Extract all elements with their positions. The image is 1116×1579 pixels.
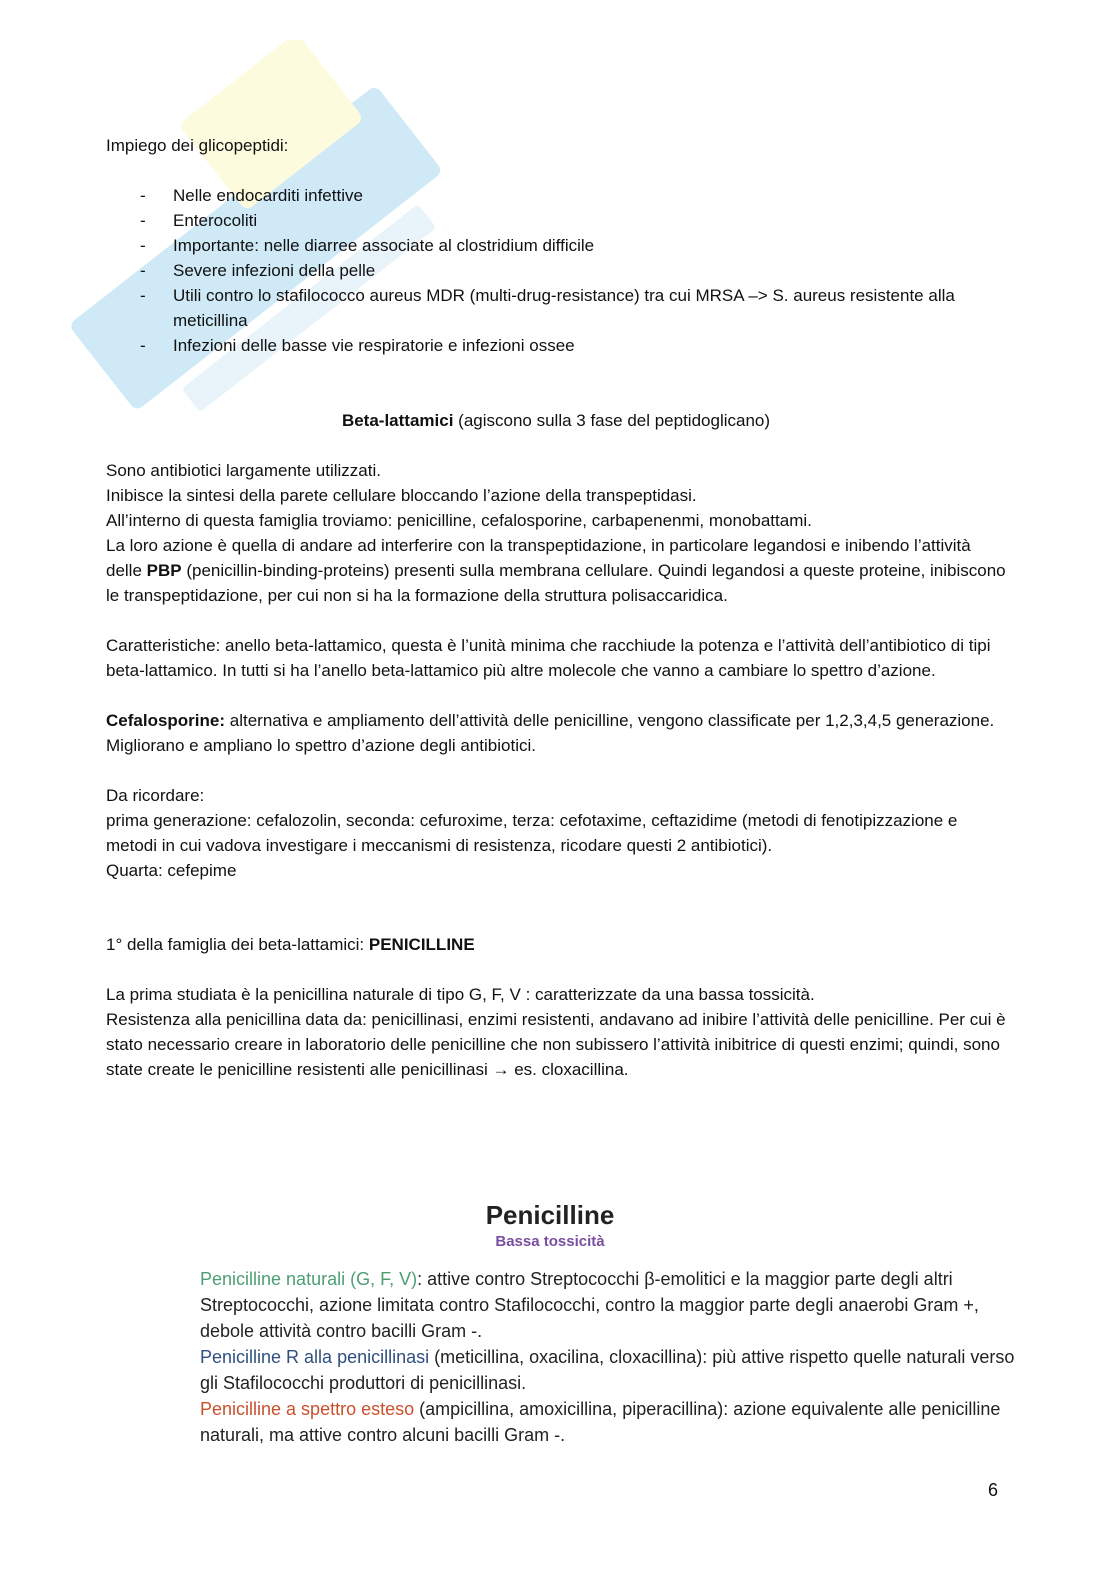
list-item: - Enterocoliti (106, 208, 1006, 233)
esteso-label: Penicilline a spettro esteso (200, 1399, 415, 1419)
text-run: es. cloxacillina. (509, 1060, 629, 1079)
caratteristiche-paragraph: Caratteristiche: anello beta-lattamico, questa è l’unità minima che racchiude la potenza e l’attività dell’antibiotico di tipi beta-lattamico. In tutti si ha l’anello beta-lattamico più altre molecole che vanno a cambiare lo spettro d’azione. (106, 636, 991, 680)
ricordare-heading: Da ricordare: (106, 786, 205, 805)
text-run: (penicillin-binding-proteins) presenti sulla membrana cellulare. Quindi legandosi a queste proteine, inibiscono le transpeptidazione, per cui non si ha la formazione della struttura polisaccaridica. (106, 561, 1006, 605)
text-run: 1° della famiglia dei beta-lattamici: (106, 935, 369, 954)
document-body (106, 133, 1006, 1082)
beta-pbp-paragraph (106, 533, 1006, 608)
cefalosporine-paragraph (106, 708, 1006, 758)
ricordare-body: prima generazione: cefalozolin, seconda: cefuroxime, terza: cefotaxime, ceftazidime (metodi di fenotipizzazione e metodi in cui vadova investigare i meccanismi di resistenza, ricodare questi 2 antibiotici). (106, 811, 958, 855)
resistenti-label: Penicilline R alla penicillinasi (200, 1347, 430, 1367)
text-run: alternativa e ampliamento dell’attività delle penicilline, vengono classificate per 1,2,3,4,5 generazione. Migliorano e ampliano lo spettro d’azione degli antibiotici. (106, 711, 995, 755)
figure-title: Penicilline (485, 1200, 615, 1230)
text-run: Resistenza alla penicillina data da: penicillinasi, enzimi resistenti, andavano ad inibire l’attività delle penicilline. Per cui è stato necessario creare in laboratorio delle penicilline che non subissero l’attività inibitrice di questi enzimi; quindi, sono state create le penicilline resistenti alle penicillinasi (106, 1010, 1006, 1079)
figure-paragraph-naturali (200, 1266, 1020, 1344)
beta-intro-line: All’interno di questa famiglia troviamo: penicilline, cefalosporine, carbapenenmi, monobattami. (106, 511, 812, 530)
text-run: La loro azione è quella di andare ad interferire con la transpeptidazione, in particolare legandosi e inibendo l’attività delle (106, 536, 971, 580)
beta-lattamici-title (106, 408, 1006, 433)
arrow-icon: → (492, 1060, 510, 1079)
glicopeptidi-list (106, 183, 1006, 358)
naturali-label: Penicilline naturali (G, F, V) (200, 1269, 418, 1289)
list-item: - Utili contro lo stafilococco aureus MDR (multi-drug-resistance) tra cui MRSA –> S. aureus resistente alla meticillina (106, 283, 1006, 333)
list-item: - Importante: nelle diarree associate al clostridium difficile (106, 233, 1006, 258)
text-run: (meticillina, oxacilina, cloxacillina): più attive rispetto quelle naturali verso gli Stafilococchi produttori di penicillinasi. (200, 1347, 1015, 1393)
beta-title-rest: (agiscono sulla 3 fase del peptidoglicano) (453, 411, 771, 430)
pbp-bold: PBP (146, 561, 182, 580)
ricordare-quarta: Quarta: cefepime (106, 861, 237, 880)
figure-paragraph-resistenti (200, 1344, 1020, 1396)
figure-paragraph-esteso (200, 1396, 1020, 1448)
penicilline-slide-figure (200, 1198, 1020, 1468)
page-number: 6 (988, 1480, 999, 1500)
list-item: - Infezioni delle basse vie respiratorie e infezioni ossee (106, 333, 1006, 358)
figure-subtitle: Bassa tossicità (495, 1233, 605, 1250)
cefalosporine-bold: Cefalosporine: (106, 711, 226, 730)
list-item: - Nelle endocarditi infettive (106, 183, 1006, 208)
text-run: (ampicillina, amoxicillina, piperacillina): azione equivalente alle penicilline naturali, ma attive contro alcuni bacilli Gram -. (200, 1399, 1001, 1445)
beta-title-bold: Beta-lattamici (341, 411, 454, 430)
beta-intro-line: Inibisce la sintesi della parete cellulare bloccando l’azione della transpeptidasi. (106, 486, 697, 505)
glicopeptidi-heading: Impiego dei glicopeptidi: (106, 136, 289, 155)
text-run: : attive contro Streptococchi β-emolitici e la maggior parte degli altri Streptococchi, azione limitata contro Stafilococchi, contro la maggior parte degli anaerobi Gram +, debole attività contro bacilli Gram -. (200, 1269, 979, 1341)
penicilline-resistenza-paragraph (106, 1007, 1006, 1082)
penicilline-line: La prima studiata è la penicillina naturale di tipo G, F, V : caratterizzate da una bassa tossicità. (106, 985, 815, 1004)
beta-intro-line: Sono antibiotici largamente utilizzati. (106, 461, 381, 480)
list-item: - Severe infezioni della pelle (106, 258, 1006, 283)
penicilline-bold: PENICILLINE (368, 935, 475, 954)
penicilline-heading (106, 932, 1006, 957)
